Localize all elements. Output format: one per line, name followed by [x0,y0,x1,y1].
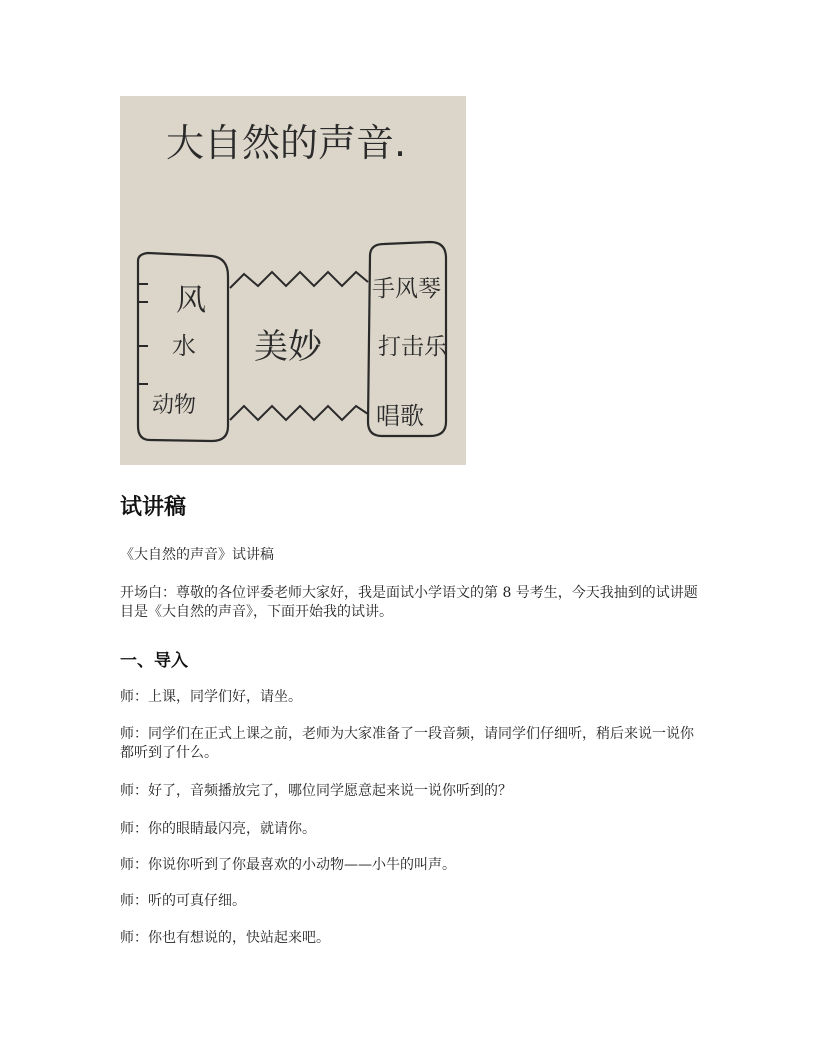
sketch-heading: 大自然的声音. [166,121,407,165]
dialogue-line: 师：上课，同学们好，请坐。 [120,689,302,705]
center-word: 美妙 [254,327,322,367]
dialogue-line: 师：听的可真仔细。 [120,893,246,909]
bottom-zigzag [230,406,368,420]
right-box-item-accordion: 手风琴 [372,276,441,302]
section-heading-intro: 一、导入 [120,651,188,671]
right-box-item-percussion: 打击乐 [378,334,447,360]
sketch-drawing [120,96,466,465]
left-box-item-wind: 风 [176,283,206,318]
right-box-item-singing: 唱歌 [376,402,424,430]
dialogue-line: 师：你说你听到了你最喜欢的小动物——小牛的叫声。 [120,857,456,873]
dialogue-line: 师：好了，音频播放完了，哪位同学愿意起来说一说你听到的？ [120,783,512,799]
dialogue-line: 师：你的眼睛最闪亮，就请你。 [120,821,316,837]
top-zigzag [230,272,368,288]
left-box-item-water: 水 [172,332,196,360]
dialogue-line: 师：同学们在正式上课之前，老师为大家准备了一段音频，请同学们仔细听，稍后来说一说你都听到了什么。 [120,726,694,761]
document-subtitle: 《大自然的声音》试讲稿 [120,547,274,563]
dialogue-line: 师：你也有想说的，快站起来吧。 [120,930,330,946]
document-title: 试讲稿 [120,495,187,520]
opening-paragraph: 开场白：尊敬的各位评委老师大家好，我是面试小学语文的第 8 号考生，今天我抽到的试讲题目是《大自然的声音》，下面开始我的试讲。 [120,585,698,620]
blackboard-sketch-photo [120,96,466,465]
left-box-item-animals: 动物 [152,393,197,418]
